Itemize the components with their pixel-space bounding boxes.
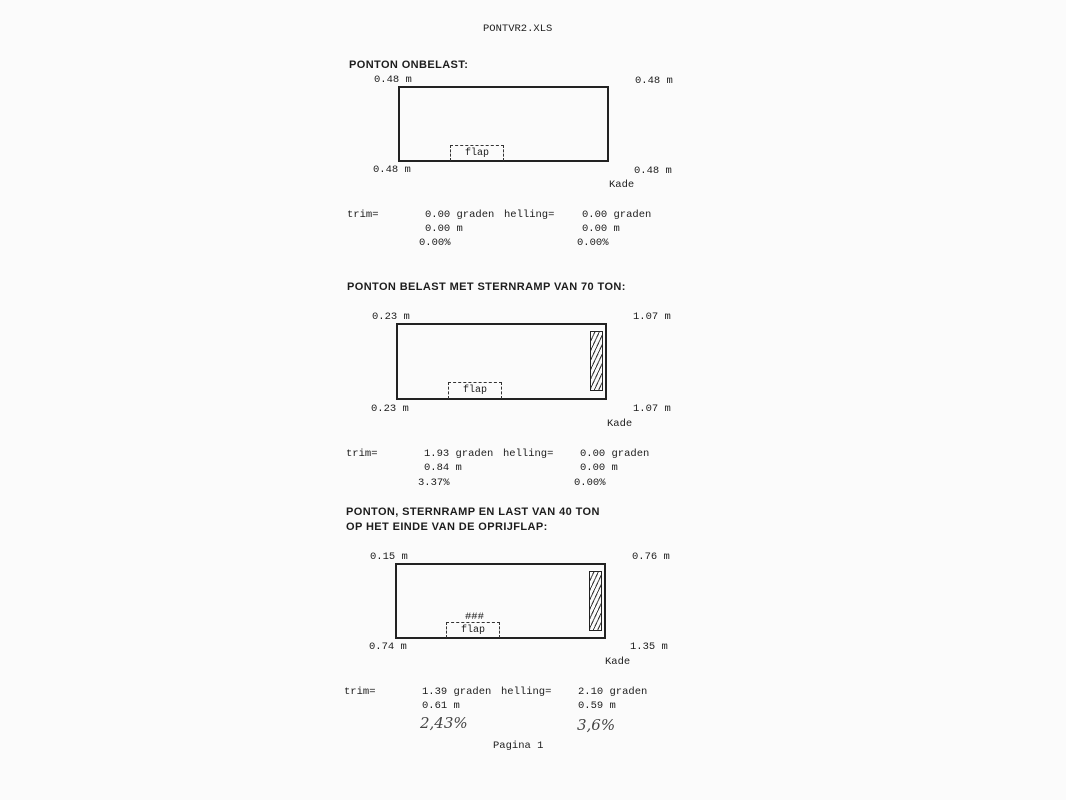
helling-m: 0.00 m (582, 223, 620, 235)
corner-bottom-right: 0.48 m (634, 165, 672, 177)
trim-graden: 1.93 graden (424, 448, 494, 460)
trim-label: trim= (344, 686, 376, 698)
pontoon-outline (395, 563, 606, 639)
flap-outline (448, 382, 502, 399)
corner-top-left: 0.15 m (370, 551, 408, 563)
section-heading-load-line1: PONTON, STERNRAMP EN LAST VAN 40 TON (346, 506, 600, 518)
section-heading-load-line2: OP HET EINDE VAN DE OPRIJFLAP: (346, 521, 548, 533)
document-title: PONTVR2.XLS (483, 23, 553, 35)
corner-top-right: 0.48 m (635, 75, 673, 87)
helling-m: 0.00 m (580, 462, 618, 474)
flap-outline (450, 145, 504, 161)
trim-pct: 0.00% (419, 237, 451, 249)
corner-top-left: 0.48 m (374, 74, 412, 86)
load-marker: ### (465, 611, 484, 623)
corner-top-left: 0.23 m (372, 311, 410, 323)
helling-pct-handwritten: 3,6% (577, 716, 616, 734)
trim-label: trim= (346, 448, 378, 460)
trim-label: trim= (347, 209, 379, 221)
kade-label: Kade (607, 418, 633, 430)
flap-label: flap (464, 148, 489, 159)
helling-label: helling= (503, 448, 554, 460)
helling-label: helling= (504, 209, 555, 221)
trim-m: 0.61 m (422, 700, 460, 712)
corner-bottom-left: 0.23 m (371, 403, 409, 415)
corner-bottom-right: 1.07 m (633, 403, 671, 415)
page-number: Pagina 1 (493, 740, 544, 752)
section-heading-sternramp: PONTON BELAST MET STERNRAMP VAN 70 TON: (347, 281, 626, 293)
trim-m: 0.84 m (424, 462, 462, 474)
helling-graden: 2.10 graden (578, 686, 648, 698)
sternramp-hatch (589, 571, 602, 631)
section-heading-unloaded: PONTON ONBELAST: (349, 59, 469, 71)
corner-top-right: 1.07 m (633, 311, 671, 323)
corner-top-right: 0.76 m (632, 551, 670, 563)
helling-label: helling= (501, 686, 552, 698)
trim-graden: 0.00 graden (425, 209, 495, 221)
trim-m: 0.00 m (425, 223, 463, 235)
flap-label: flap (462, 385, 487, 396)
trim-graden: 1.39 graden (422, 686, 492, 698)
kade-label: Kade (605, 656, 631, 668)
helling-pct: 0.00% (574, 477, 606, 489)
corner-bottom-left: 0.74 m (369, 641, 407, 653)
helling-graden: 0.00 graden (580, 448, 650, 460)
trim-pct: 3.37% (418, 477, 450, 489)
sternramp-hatch (590, 331, 603, 391)
flap-label: flap (460, 625, 485, 636)
corner-bottom-left: 0.48 m (373, 164, 411, 176)
helling-graden: 0.00 graden (582, 209, 652, 221)
trim-pct-handwritten: 2,43% (420, 714, 468, 732)
flap-outline (446, 622, 500, 638)
corner-bottom-right: 1.35 m (630, 641, 668, 653)
helling-m: 0.59 m (578, 700, 616, 712)
kade-label: Kade (609, 179, 635, 191)
helling-pct: 0.00% (577, 237, 609, 249)
